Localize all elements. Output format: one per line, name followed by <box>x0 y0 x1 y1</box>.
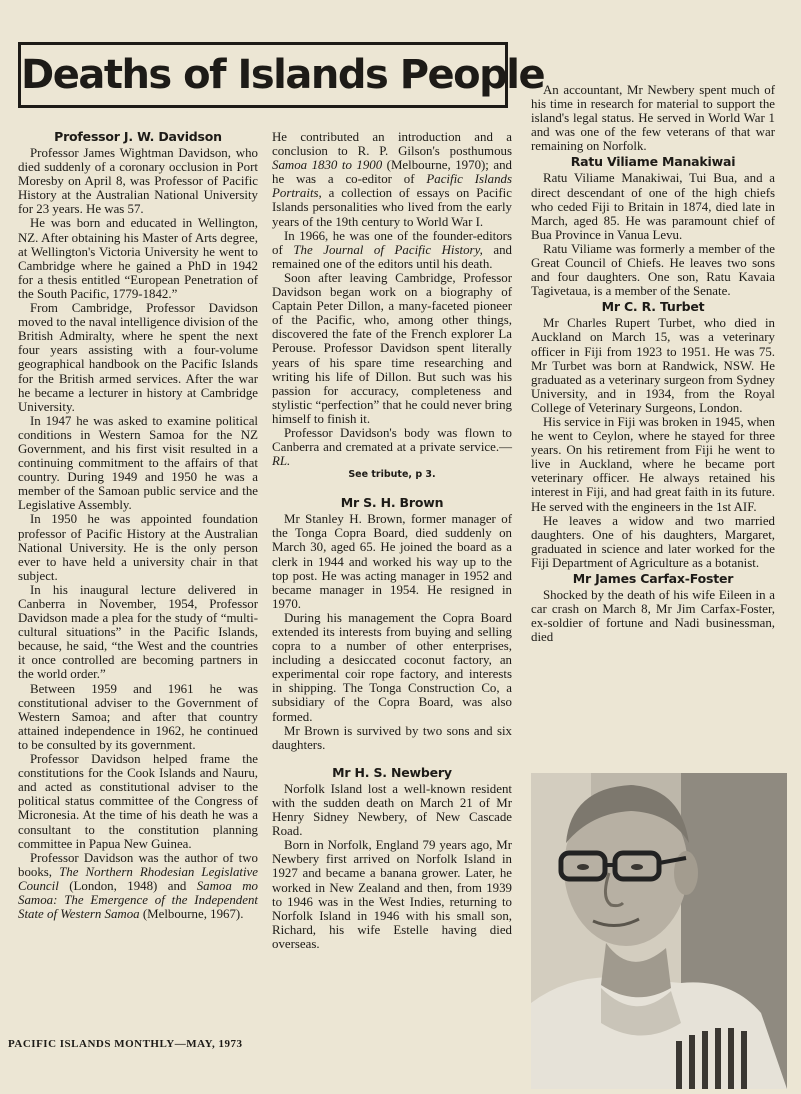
turbet-p2: His service in Fiji was broken in 1945, when he went to Ceylon, where he stayed for three years. On his retirement from Fiji he went to live in Auckland, where he became port veterinary officer. He always retained his interest in Fiji, and had great faith in its future. He served with the engineers in the 1st AIF. <box>531 414 775 514</box>
column-left <box>18 128 258 921</box>
davidson-p10-text-c: (Melbourne, 1970); and he was a co-editor of <box>272 158 512 187</box>
manakiwai-p2: Ratu Viliame was formerly a member of the Great Council of Chiefs. He leaves two sons and four daughters. One son, Ratu Kavaia Tagivetaua, is a member of the Senate. <box>531 241 775 299</box>
carfax-heading: Mr James Carfax-Foster <box>572 571 734 586</box>
turbet-p1: Mr Charles Rupert Turbet, who died in Auckland on March 15, was a veterinary officer in Fiji from 1923 to 1951. He was 75. Mr Turbet was born at Randwick, NSW. He graduated as a veterinary surgeon from Sydney University, and in 1934, from the Royal College of Veterinary Surgeons, London. <box>531 316 775 415</box>
author-initials: RL. <box>272 454 291 469</box>
davidson-p13 <box>272 426 512 468</box>
davidson-heading: Professor J. W. Davidson <box>54 129 222 144</box>
newbery-p1: Norfolk Island lost a well-known resident with the sudden death on March 21 of Mr Henry Sidney Newbery, of New Cascade Road. <box>272 781 512 839</box>
newbery-p3: An accountant, Mr Newbery spent much of his time in research for material to support the island's legal status. He served in World War 1 and was one of the few veterans of that war remaining on Norfolk. <box>531 83 775 154</box>
davidson-p9-text-c: (London, 1948) and <box>58 878 197 893</box>
brown-p2: During his management the Copra Board extended its interests from buying and selling copra to a number of other enterprises, including a desiccated coconut factory, an experimental coir rope factory, and interests in shipping. The Tonga Construction Co, a subsidiary of the Copra Board, was also formed. <box>272 610 512 724</box>
newbery-heading: Mr H. S. Newbery <box>332 764 452 780</box>
davidson-p9 <box>18 851 258 921</box>
davidson-p9-text-e: (Melbourne, 1967). <box>139 907 244 922</box>
davidson-p9-text-a: Professor Davidson was the author of two books, <box>18 850 258 879</box>
davidson-p11-text-a: In 1966, he was one of the founder-editors of <box>272 228 512 257</box>
davidson-p12: Soon after leaving Cambridge, Professor Davidson began work on a biography of Captain Peter Dillon, a many-faceted pioneer of the Pacific, who, among other things, discovered the fate of the French explorer La Perouse. Professor Davidson spent literally years of his spare time researching and writing his life of Dillon. But such was his passion for accuracy, completeness and stylistic “perfection” that he could never bring himself to finish it. <box>272 270 512 426</box>
davidson-p7: Between 1959 and 1961 he was constitutional adviser to the Government of Western Samoa; and after that country attained independence in 1962, he continued to be consulted by its government. <box>18 681 258 752</box>
column-middle <box>272 130 512 951</box>
page-footer: PACIFIC ISLANDS MONTHLY—MAY, 1973 <box>8 1038 243 1050</box>
newbery-p2: Born in Norfolk, England 79 years ago, Mr Newbery first arrived on Norfolk Island in 1927 and became a banana grower. Later, he worked in New Zealand and then, from 1939 to 1946 was in the West Indies, returning to Norfolk Island in 1946 with his small son, Richard, his wife Estelle having died overseas. <box>272 838 512 951</box>
book-title-portraits: Pacific Islands Portraits, <box>272 172 512 201</box>
turbet-p3: He leaves a widow and two married daughters. One of his daughters, Margaret, graduated in science and later worked for the Fiji Department of Agriculture as a botanist. <box>531 513 775 570</box>
davidson-p1: Professor James Wightman Davidson, who died suddenly of a coronary occlusion in Port Moresby on April 8, was Professor of Pacific History at the Australian National University for 23 years. He was 57. <box>18 146 258 217</box>
manakiwai-heading: Ratu Viliame Manakiwai <box>570 154 736 170</box>
davidson-p2: He was born and educated in Wellington, NZ. After obtaining his Master of Arts degree, at Wellington's Victoria University he went to Cambridge where he gained a PhD in 1942 for a thesis entitled “European Penetration of the South Pacific, 1779-1842.” <box>18 216 258 301</box>
brown-p1: Mr Stanley H. Brown, former manager of the Tonga Copra Board, died suddenly on March 30, aged 65. He joined the board as a clerk in 1944 and worked his way up to the top post. He was acting manager in 1952 and became manager in 1954. He resigned in 1970. <box>272 512 512 611</box>
turbet-heading: Mr C. R. Turbet <box>601 299 705 315</box>
book-title-gilson: Samoa 1830 to 1900 <box>272 158 383 173</box>
portrait-photo <box>531 773 787 1089</box>
brown-heading: Mr S. H. Brown <box>340 495 444 511</box>
brown-p3: Mr Brown is survived by two sons and six daughters. <box>272 723 512 752</box>
davidson-p8: Professor Davidson helped frame the constitutions for the Cook Islands and Nauru, and acted as constitutional adviser to the political status committee of the Congress of Micronesia. At the time of his death he was a consultant to the constitution planning committee in Papua New Guinea. <box>18 752 258 851</box>
title-box <box>18 42 545 108</box>
see-tribute: See tribute, p 3. <box>348 469 436 481</box>
davidson-p10-text-a: He contributed an introduction and a conclusion to R. P. Gilson's posthumous <box>272 130 512 159</box>
davidson-p5: In 1950 he was appointed foundation professor of Pacific History at the Australian National University. He is the only person ever to have held a university chair in that subject. <box>18 512 258 583</box>
davidson-p6: In his inaugural lecture delivered in Canberra in November, 1954, Professor Davidson made a plea for the study of “multi-cultural situations” in the Pacific Islands, because, he said, “the West and the countries it once controlled are becoming partners in the world order.” <box>18 582 258 682</box>
davidson-p13-text-a: Professor Davidson's body was flown to Canberra and cremated at a private service.— <box>272 425 512 455</box>
manakiwai-p1: Ratu Viliame Manakiwai, Tui Bua, and a direct descendant of one of the high chiefs who ceded Fiji to Britain in 1874, died late in March, aged 85. He was paramount chief of Bua Province in Vanua Levu. <box>531 171 775 242</box>
page-title: Deaths of Islands People <box>21 52 545 98</box>
book-title-rhodesian: The Northern Rhodesian Legislative Council <box>18 864 258 893</box>
column-right <box>531 83 775 644</box>
carfax-p1: Shocked by the death of his wife Eileen in a car crash on March 8, Mr Jim Carfax-Foster, ex-soldier of fortune and Nadi businessman, died <box>531 588 775 645</box>
davidson-p11-text-c: and remained one of the editors until his death. <box>272 242 513 271</box>
davidson-p10 <box>272 130 512 229</box>
davidson-p3: From Cambridge, Professor Davidson moved to the naval intelligence division of the British Admiralty, where he spent the next four years assisting with a four-volume geographical handbook on the Pacific Islands for the British armed services. After the war he became a lecturer in history at Cambridge University. <box>18 301 258 414</box>
book-title-samoa: Samoa mo Samoa: The Emergence of the Independent State of Western Samoa <box>18 878 258 922</box>
davidson-p10-text-e: a collection of essays on Pacific Islands personalities who lived from the early years of the 19th century to World War I. <box>272 186 512 229</box>
portrait-illustration <box>531 773 787 1089</box>
davidson-p4: In 1947 he was asked to examine political conditions in Western Samoa for the NZ Government, and his first visit resulted in a continuing commitment to the affairs of that country. During 1949 and 1950 he was a member of the Samoan public service and the Legislative Assembly. <box>18 413 258 513</box>
davidson-p11 <box>272 229 512 271</box>
journal-title: The Journal of Pacific History, <box>293 242 483 257</box>
